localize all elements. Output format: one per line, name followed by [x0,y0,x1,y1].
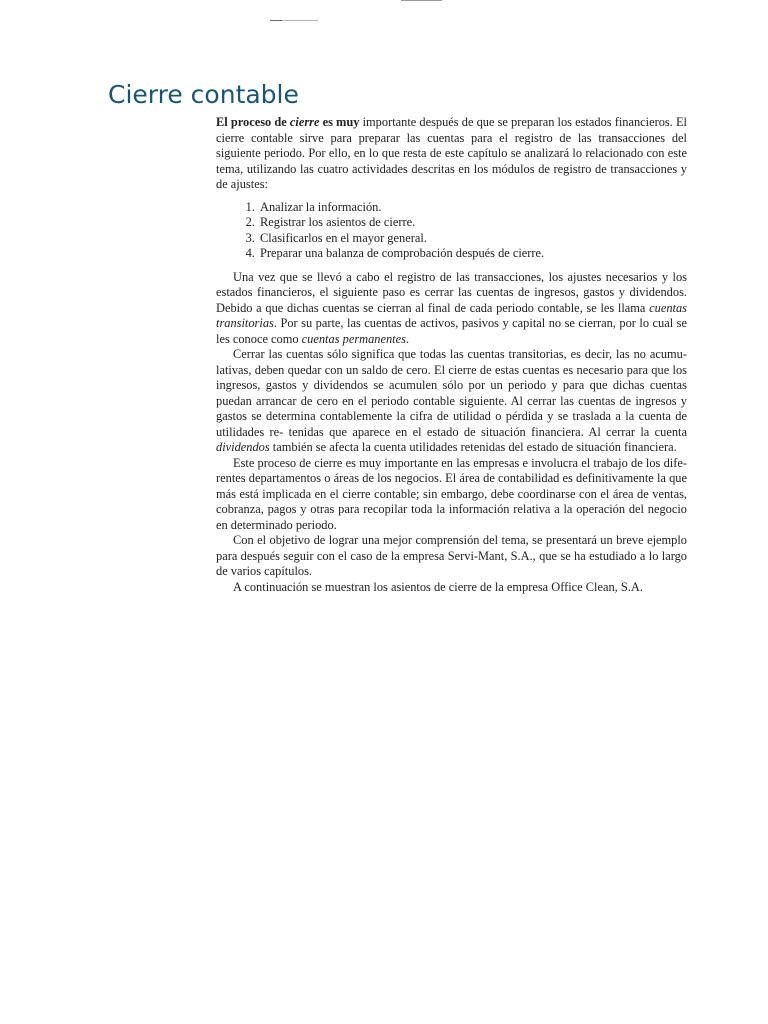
paragraph-transitorias [216,270,687,348]
intro-rest: importante después de que se preparan los estados financieros. El cierre contable sirve para preparar las cuentas para el registro de las transacciones del siguiente periodo. Por ello, en lo que resta de este capítulo se analizará lo relacionado con este tema, utilizando las cuatro actividades descritas en los módulos de registro de transacciones y de ajustes: [216,115,687,191]
list-item: 3. Clasificarlos en el mayor general. [258,231,687,247]
steps-list [216,200,687,262]
intro-paragraph [216,115,687,193]
list-item: 1. Analizar la información. [258,200,687,216]
p2-text-b: también se afecta la cuenta utilidades retenidas del estado de situación financiera. [269,440,677,454]
top-divider [401,0,442,1]
paragraph-proceso: Este proceso de cierre es muy importante en las empresas e involucra el trabajo de los dife- rentes departamentos o áreas de los negocios. El área de contabilidad es definitivamente la que más está implicada en el cierre contable; sin embargo, debe coordinarse con el área de ventas, cobranza, pagos y otras para recopilar toda la información relativa a la operación del negocio en determinado periodo. [216,455,687,532]
intro-bold-a: El proceso de [216,115,290,129]
list-item: 4. Preparar una balanza de comprobación después de cierre. [258,246,687,262]
section-title: Cierre contable [108,80,299,109]
paragraph-continuacion: A continuación se muestran los asientos de cierre de la empresa Office Clean, S.A. [233,579,643,594]
paragraph-cerrar [216,347,687,456]
p1-italic-permanentes: cuentas permanentes [301,331,406,346]
list-item: 2. Registrar los asientos de cierre. [258,215,687,231]
intro-bold-b: es muy [319,115,360,129]
paragraph-objetivo: Con el objetivo de lograr una mejor comprensión del tema, se presentará un breve ejemplo para después seguir con el caso de la empresa Servi-Mant, S.A., que se ha estudiado a lo largo de varios capítulos. [216,533,687,578]
p1-text-a: Una vez que se llevó a cabo el registro de las transacciones, los ajustes necesarios y los estados financieros, el siguiente paso es cerrar las cuentas de ingresos, gastos y dividendos. Debido a que dichas cuentas se cierran al final de cada periodo contable, se les llama [216,269,687,315]
p1-text-b: . Por su parte, las cuentas de activos, pasivos y capital no se cierran, por lo cual se les conoce como [216,316,687,346]
intro-bold-italic: cierre [289,115,320,129]
p2-italic-dividendos: dividendos [216,440,270,454]
p1-italic-transitorias: cuentas transitorias [216,300,687,330]
p2-text-a: Cerrar las cuentas sólo significa que todas las cuentas transitorias, es decir, las no acumu- lativas, deben quedar con un saldo de cero. El cierre de estas cuentas es necesario para que los ingresos, gastos y dividendos se acumulen sólo por un periodo y para que dichas cuentas puedan arrancar de cero en el periodo contable siguiente. Al cerrar las cuentas de ingresos y gastos se determina contablemente la cifra de utilidad o pérdida y se traslada a la cuenta de utilidades re- tenidas que aparece en el estado de situación financiera. Al cerrar la cuenta [216,347,687,439]
body-text [216,115,687,595]
header-divider [270,20,318,21]
p1-text-c: . [405,331,410,346]
